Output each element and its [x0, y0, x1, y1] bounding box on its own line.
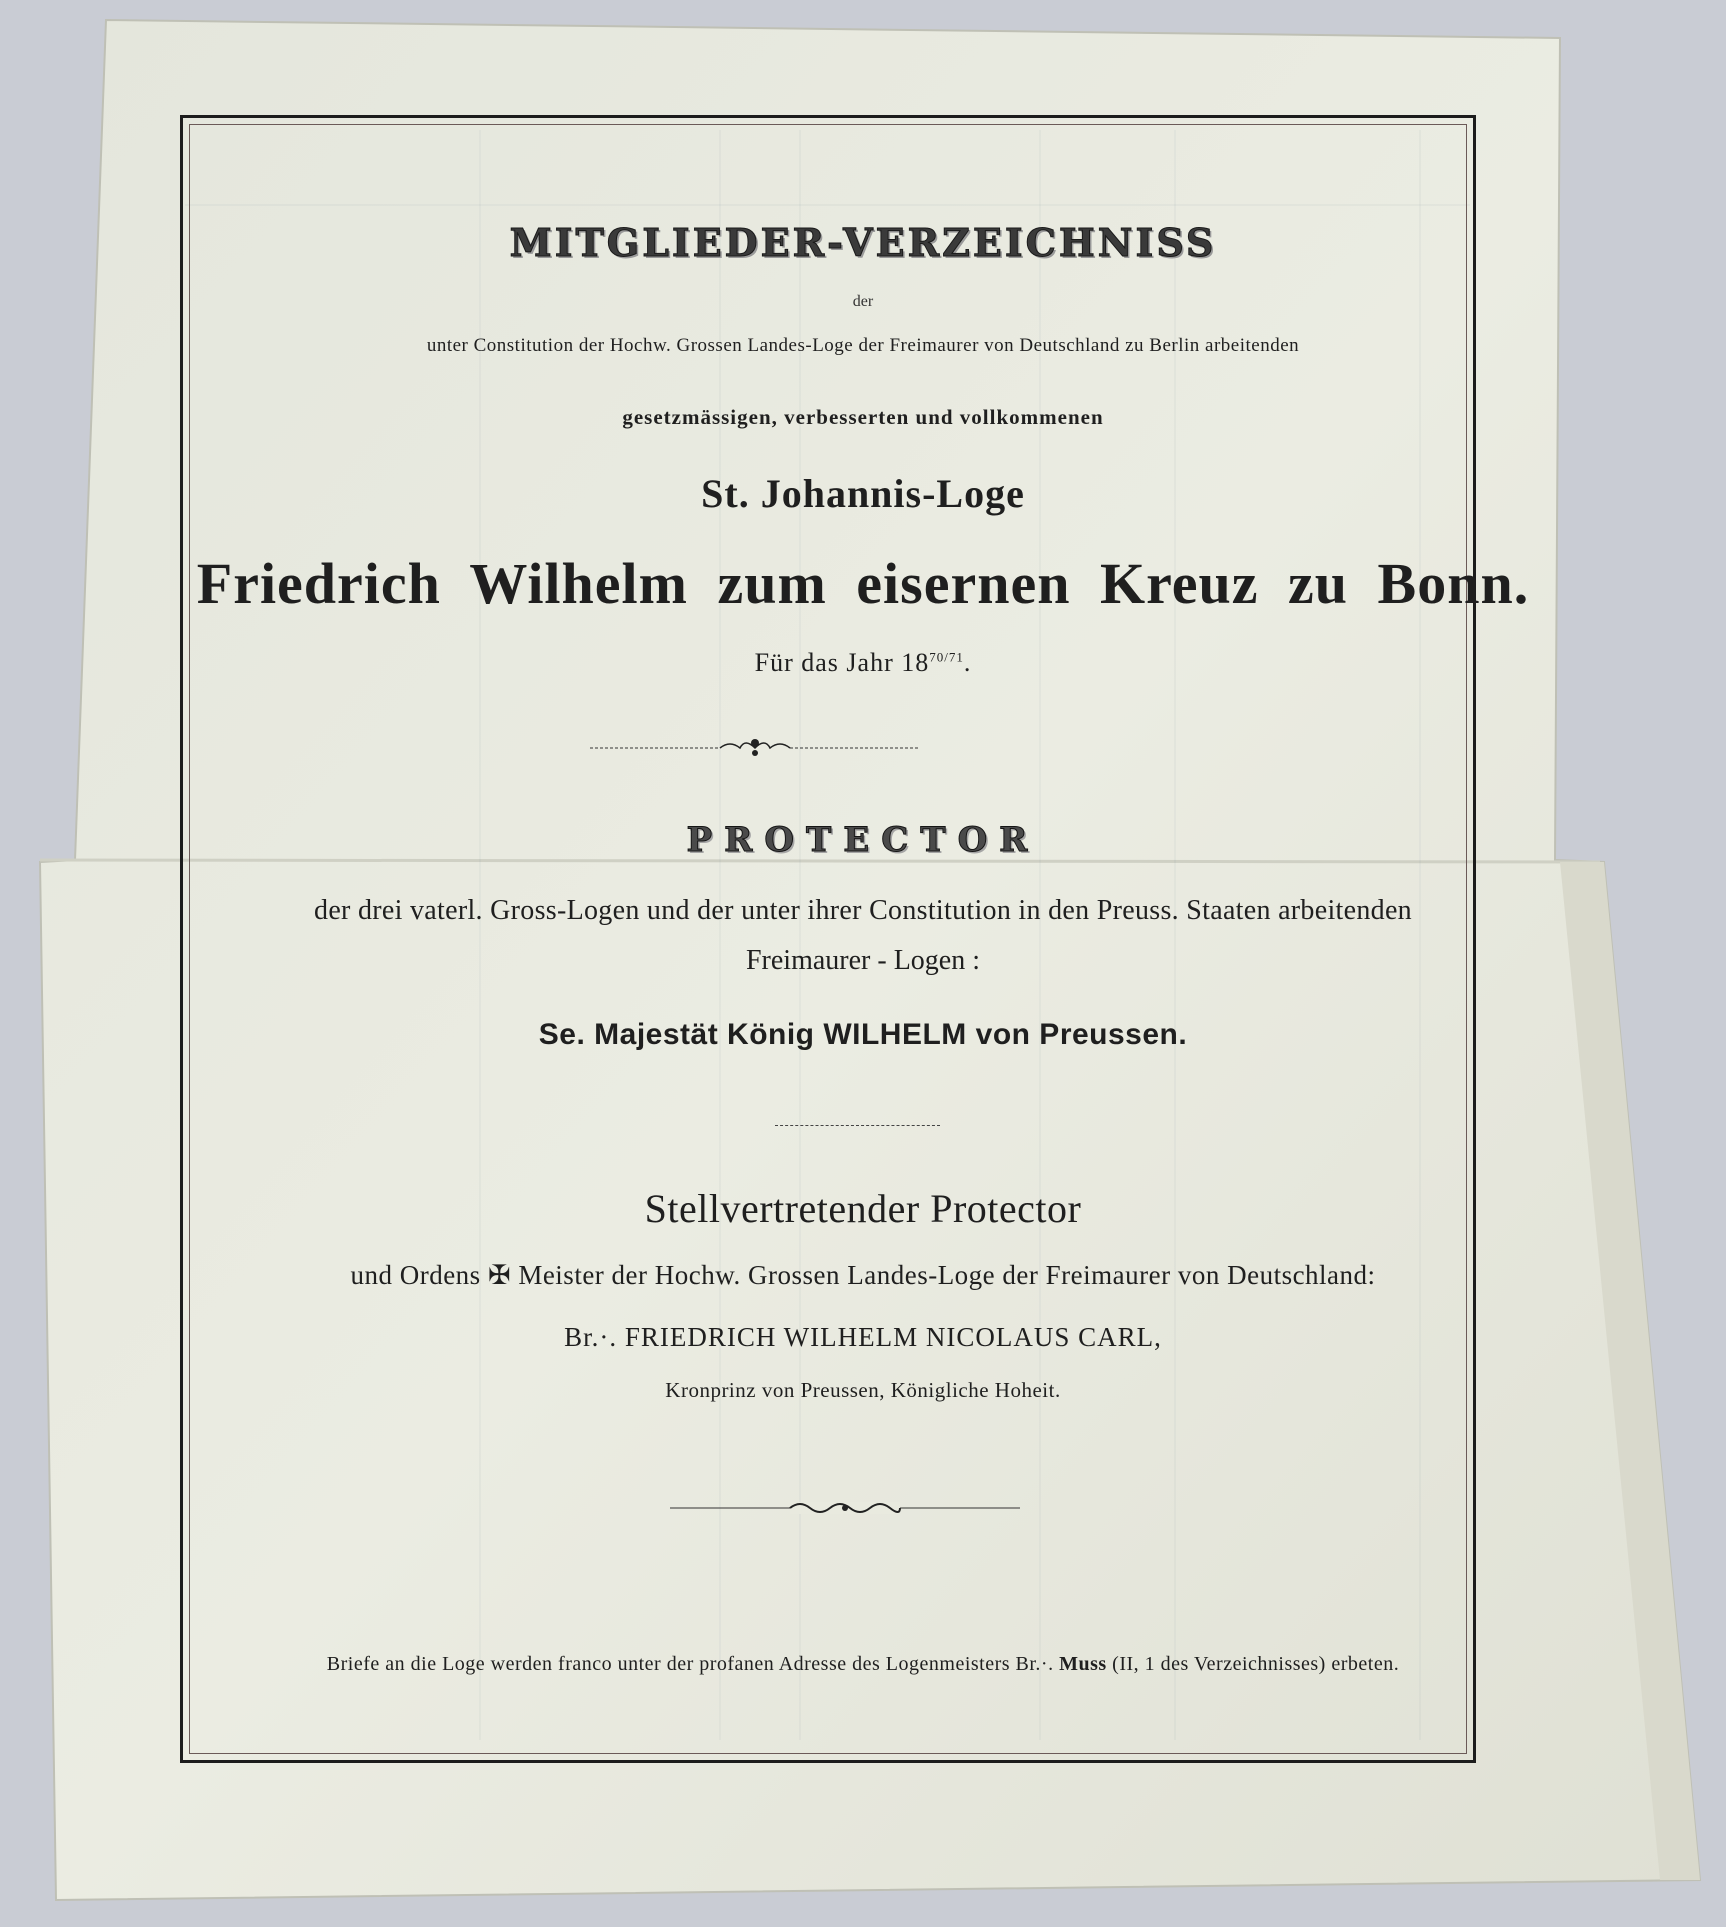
year-line [0, 648, 1726, 678]
qualifiers-line: gesetzmässigen, verbesserten und vollkommenen [622, 405, 1104, 429]
deputy-title: Kronprinz von Preussen, Königliche Hoheit. [665, 1378, 1061, 1402]
lodge-type: St. Johannis-Loge [701, 471, 1025, 516]
protector-name: Se. Majestät König WILHELM von Preussen. [538, 1018, 1188, 1051]
deputy-heading: Stellvertretender Protector [644, 1186, 1082, 1231]
der-line: der [852, 293, 874, 310]
deputy-line-a: und Ordens [350, 1260, 481, 1290]
year-prefix: Für das Jahr 18 [754, 648, 930, 677]
footer-part-b: (II, 1 des Verzeichnisses) erbeten. [1106, 1653, 1400, 1675]
lodge-name: Friedrich Wilhelm zum eisernen Kreuz zu Bonn. [196, 551, 1530, 616]
ornament-divider-icon [590, 735, 920, 761]
deputy-name: Br.·. FRIEDRICH WILHELM NICOLAUS CARL, [564, 1322, 1162, 1352]
short-divider [775, 1125, 940, 1126]
document-title: MITGLIEDER-VERZEICHNISS [509, 220, 1217, 265]
year-fraction: 70/71 [929, 649, 964, 665]
protector-line-2: Freimaurer - Logen : [745, 945, 981, 976]
footer-name: Muss [1059, 1653, 1107, 1675]
footer-part-a: Briefe an die Loge werden franco unter der profanen Adresse des Logenmeisters Br.·. [326, 1653, 1060, 1675]
ornament-scroll-icon [670, 1496, 1020, 1520]
maltese-cross-icon: ✠ [487, 1260, 512, 1290]
deputy-line-b: Meister der Hochw. Grossen Landes-Loge der Freimaurer von Deutschland: [518, 1260, 1376, 1290]
constitution-line: unter Constitution der Hochw. Grossen Landes-Loge der Freimaurer von Deutschland zu Berlin arbeitenden [426, 335, 1300, 356]
protector-heading: PROTECTOR [686, 820, 1040, 860]
year-suffix: . [963, 648, 972, 677]
footer-note [0, 1653, 1726, 1676]
protector-line-1: der drei vaterl. Gross-Logen und der unter ihrer Constitution in den Preuss. Staaten arbeitenden [314, 895, 1412, 926]
deputy-line [0, 1260, 1726, 1291]
